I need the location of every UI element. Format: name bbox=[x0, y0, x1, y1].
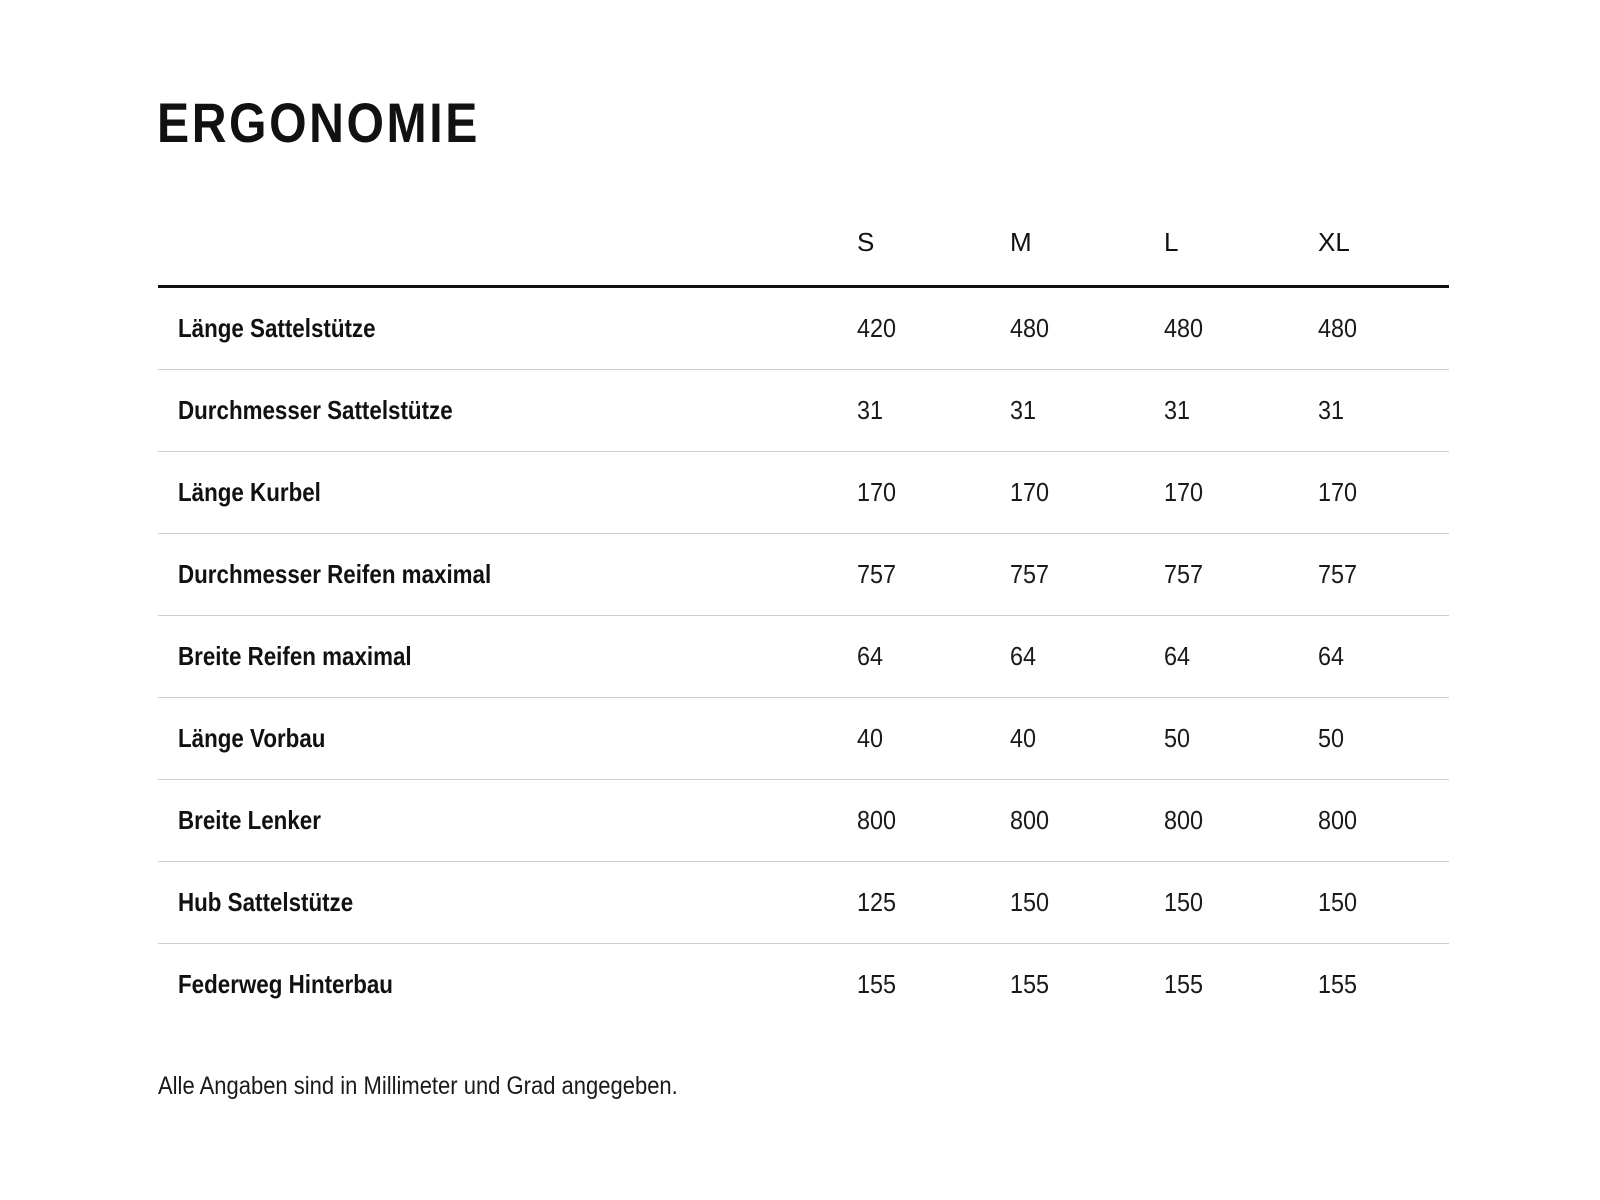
cell-value: 31 bbox=[1164, 395, 1191, 425]
cell-value: 757 bbox=[1010, 559, 1050, 589]
cell-value: 170 bbox=[1318, 477, 1358, 507]
cell-value: 170 bbox=[1010, 477, 1050, 507]
cell-value: 800 bbox=[1010, 805, 1050, 835]
cell-value: 64 bbox=[1010, 641, 1037, 671]
row-label: Länge Vorbau bbox=[178, 723, 326, 753]
size-table bbox=[158, 205, 1449, 1025]
cell-value: 64 bbox=[1164, 641, 1191, 671]
cell-value: 155 bbox=[857, 969, 897, 999]
cell-value: 800 bbox=[1318, 805, 1358, 835]
cell-value: 155 bbox=[1318, 969, 1358, 999]
cell-value: 757 bbox=[857, 559, 897, 589]
cell-value: 757 bbox=[1318, 559, 1358, 589]
cell-value: 150 bbox=[1010, 887, 1050, 917]
row-label: Federweg Hinterbau bbox=[178, 969, 393, 999]
column-header-m: M bbox=[1010, 227, 1032, 257]
cell-value: 150 bbox=[1164, 887, 1204, 917]
cell-value: 420 bbox=[857, 313, 897, 343]
row-label: Länge Kurbel bbox=[178, 477, 321, 507]
cell-value: 757 bbox=[1164, 559, 1204, 589]
table-row bbox=[158, 452, 1449, 534]
table-row bbox=[158, 534, 1449, 616]
table-row bbox=[158, 616, 1449, 698]
cell-value: 50 bbox=[1164, 723, 1191, 753]
cell-value: 64 bbox=[1318, 641, 1345, 671]
row-label: Hub Sattelstütze bbox=[178, 887, 354, 917]
table-header-row bbox=[158, 205, 1449, 288]
row-label: Durchmesser Sattelstütze bbox=[178, 395, 453, 425]
units-note: Alle Angaben sind in Millimeter und Grad angegeben. bbox=[158, 1072, 678, 1100]
table-row bbox=[158, 862, 1449, 944]
row-label: Breite Lenker bbox=[178, 805, 321, 835]
page-title: ERGONOMIE bbox=[157, 91, 480, 154]
cell-value: 31 bbox=[857, 395, 884, 425]
cell-value: 150 bbox=[1318, 887, 1358, 917]
cell-value: 800 bbox=[1164, 805, 1204, 835]
cell-value: 170 bbox=[1164, 477, 1204, 507]
cell-value: 40 bbox=[857, 723, 884, 753]
row-label: Durchmesser Reifen maximal bbox=[178, 559, 492, 589]
table-row bbox=[158, 780, 1449, 862]
cell-value: 31 bbox=[1010, 395, 1037, 425]
cell-value: 800 bbox=[857, 805, 897, 835]
cell-value: 125 bbox=[857, 887, 897, 917]
cell-value: 480 bbox=[1164, 313, 1204, 343]
cell-value: 31 bbox=[1318, 395, 1345, 425]
column-header-s: S bbox=[857, 227, 875, 257]
cell-value: 170 bbox=[857, 477, 897, 507]
cell-value: 40 bbox=[1010, 723, 1037, 753]
table-row bbox=[158, 698, 1449, 780]
column-header-l: L bbox=[1164, 227, 1179, 257]
column-header-xl: XL bbox=[1318, 227, 1350, 257]
cell-value: 64 bbox=[857, 641, 884, 671]
cell-value: 50 bbox=[1318, 723, 1345, 753]
cell-value: 155 bbox=[1010, 969, 1050, 999]
cell-value: 155 bbox=[1164, 969, 1204, 999]
row-label: Breite Reifen maximal bbox=[178, 641, 412, 671]
table-row bbox=[158, 944, 1449, 1025]
cell-value: 480 bbox=[1010, 313, 1050, 343]
cell-value: 480 bbox=[1318, 313, 1358, 343]
row-label: Länge Sattelstütze bbox=[178, 313, 376, 343]
table-row bbox=[158, 288, 1449, 370]
table-row bbox=[158, 370, 1449, 452]
